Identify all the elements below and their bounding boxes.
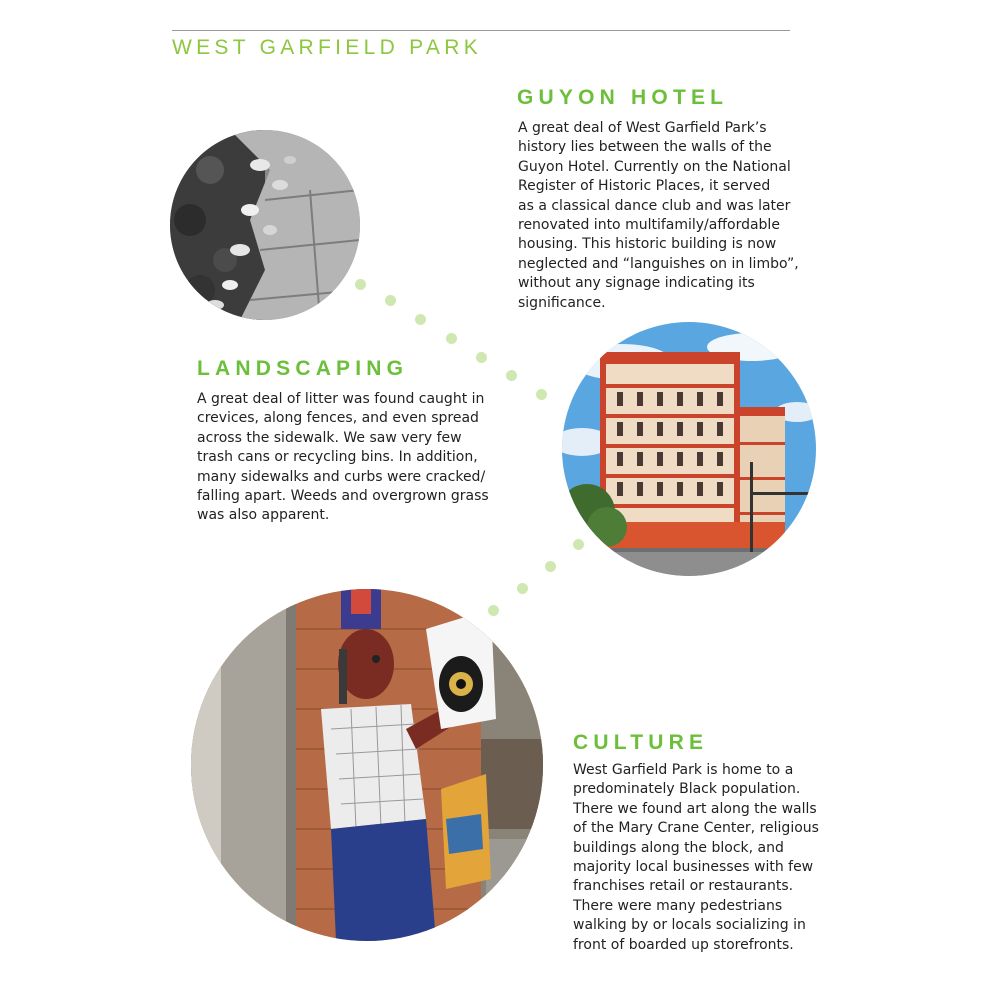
connector-dot bbox=[573, 539, 584, 550]
guyon-hotel-photo bbox=[562, 322, 816, 576]
connector-dot bbox=[476, 352, 487, 363]
connector-dot bbox=[385, 295, 396, 306]
culture-text: West Garfield Park is home to a predominately Black population. There we found art along the walls of the Mary Crane Center, religious buildings along the block, and majority local businesses with few franchises retail or restaurants. There were many pedestrians walking by or locals socializing in front of boarded up storefronts. bbox=[573, 762, 819, 953]
page-title: WEST GARFIELD PARK bbox=[172, 36, 482, 59]
connector-dot bbox=[545, 561, 556, 572]
landscaping-heading: LANDSCAPING bbox=[197, 357, 409, 380]
connector-dot bbox=[355, 279, 366, 290]
litter-sidewalk-photo bbox=[170, 130, 360, 320]
connector-dot bbox=[446, 333, 457, 344]
connector-dot bbox=[517, 583, 528, 594]
top-rule bbox=[172, 30, 790, 31]
mural-photo bbox=[191, 589, 543, 941]
connector-dot bbox=[536, 389, 547, 400]
connector-dot bbox=[488, 605, 499, 616]
guyon-hotel-heading: GUYON HOTEL bbox=[517, 86, 729, 109]
connector-dot bbox=[506, 370, 517, 381]
connector-dot bbox=[415, 314, 426, 325]
guyon-hotel-text: A great deal of West Garfield Park’s history lies between the walls of the Guyon Hotel. Currently on the National Register of Historic Places, it served as a classical dance club and was later renovated into multifamily/affordable housing. This historic building is now neglected and “languishes on in limbo”, without any signage indicating its significance. bbox=[518, 120, 799, 311]
culture-heading: CULTURE bbox=[573, 731, 709, 754]
landscaping-text: A great deal of litter was found caught in crevices, along fences, and even spread across the sidewalk. We saw very few trash cans or recycling bins. In addition, many sidewalks and curbs were cracked/ falling apart. Weeds and overgrown grass was also apparent. bbox=[197, 391, 489, 524]
